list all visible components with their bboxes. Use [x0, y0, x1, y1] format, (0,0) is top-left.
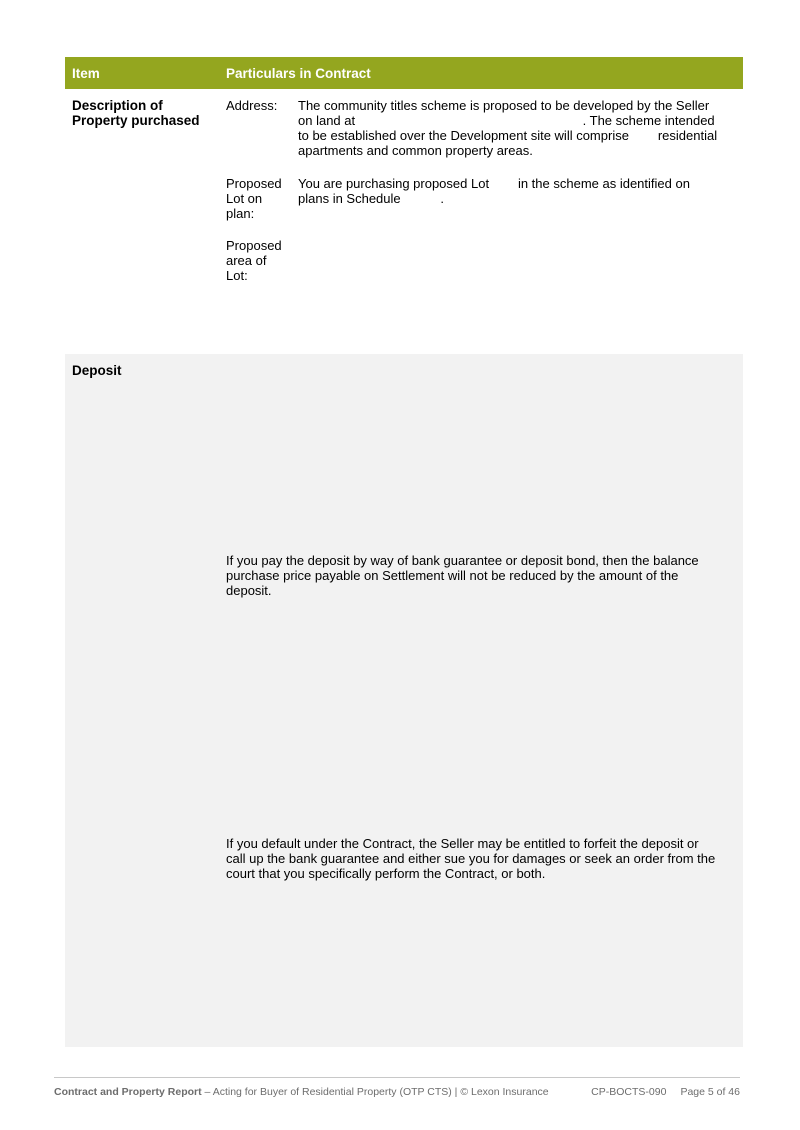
paragraph-line: purchase price payable on Settlement will not be reduced by the amount of the [226, 568, 679, 583]
footer-right [591, 1085, 740, 1100]
address-line: on land at . The scheme intended [298, 113, 715, 128]
lot-line: plans in Schedule . [298, 191, 444, 206]
footer-code: CP-BOCTS-090 [591, 1086, 667, 1098]
paragraph-line: If you pay the deposit by way of bank guarantee or deposit bond, then the balance [226, 553, 699, 568]
proposed-lot-text [298, 176, 738, 206]
footer-title-rest: – Acting for Buyer of Residential Property (OTP CTS) | © Lexon Insurance [201, 1086, 549, 1098]
paragraph-line: deposit. [226, 583, 272, 598]
item-deposit-label: Deposit [72, 363, 122, 378]
footer-title [54, 1086, 549, 1098]
address-line: apartments and common property areas. [298, 143, 533, 158]
deposit-paragraph-guarantee [226, 553, 738, 598]
proposed-lot-label [226, 176, 288, 221]
header-particulars: Particulars in Contract [226, 66, 371, 81]
proposed-area-label [226, 238, 288, 283]
paragraph-line: call up the bank guarantee and either sue you for damages or seek an order from the [226, 851, 716, 866]
footer-title-bold: Contract and Property Report [54, 1086, 202, 1098]
address-text [298, 98, 738, 158]
address-line: to be established over the Development site will comprise residential [298, 128, 718, 143]
paragraph-line: If you default under the Contract, the Seller may be entitled to forfeit the deposit or [226, 836, 699, 851]
table-header [65, 57, 743, 89]
address-line: The community titles scheme is proposed to be developed by the Seller [298, 98, 710, 113]
item-description-label: Description of Property purchased [72, 98, 200, 128]
header-item: Item [72, 66, 100, 81]
label-line: plan: [226, 206, 255, 221]
label-line: area of [226, 253, 267, 268]
footer-page-number: Page 5 of 46 [680, 1086, 740, 1098]
label-line: Proposed [226, 176, 282, 191]
label-line: Lot on [226, 191, 263, 206]
deposit-paragraph-default [226, 836, 738, 881]
page-footer [54, 1077, 740, 1100]
address-label: Address: [226, 98, 278, 113]
label-line: Proposed [226, 238, 282, 253]
label-line: Lot: [226, 268, 248, 283]
lot-line: You are purchasing proposed Lot in the scheme as identified on [298, 176, 690, 191]
table-row-deposit [65, 354, 743, 1047]
paragraph-line: court that you specifically perform the Contract, or both. [226, 866, 546, 881]
table-row-description [65, 89, 743, 354]
